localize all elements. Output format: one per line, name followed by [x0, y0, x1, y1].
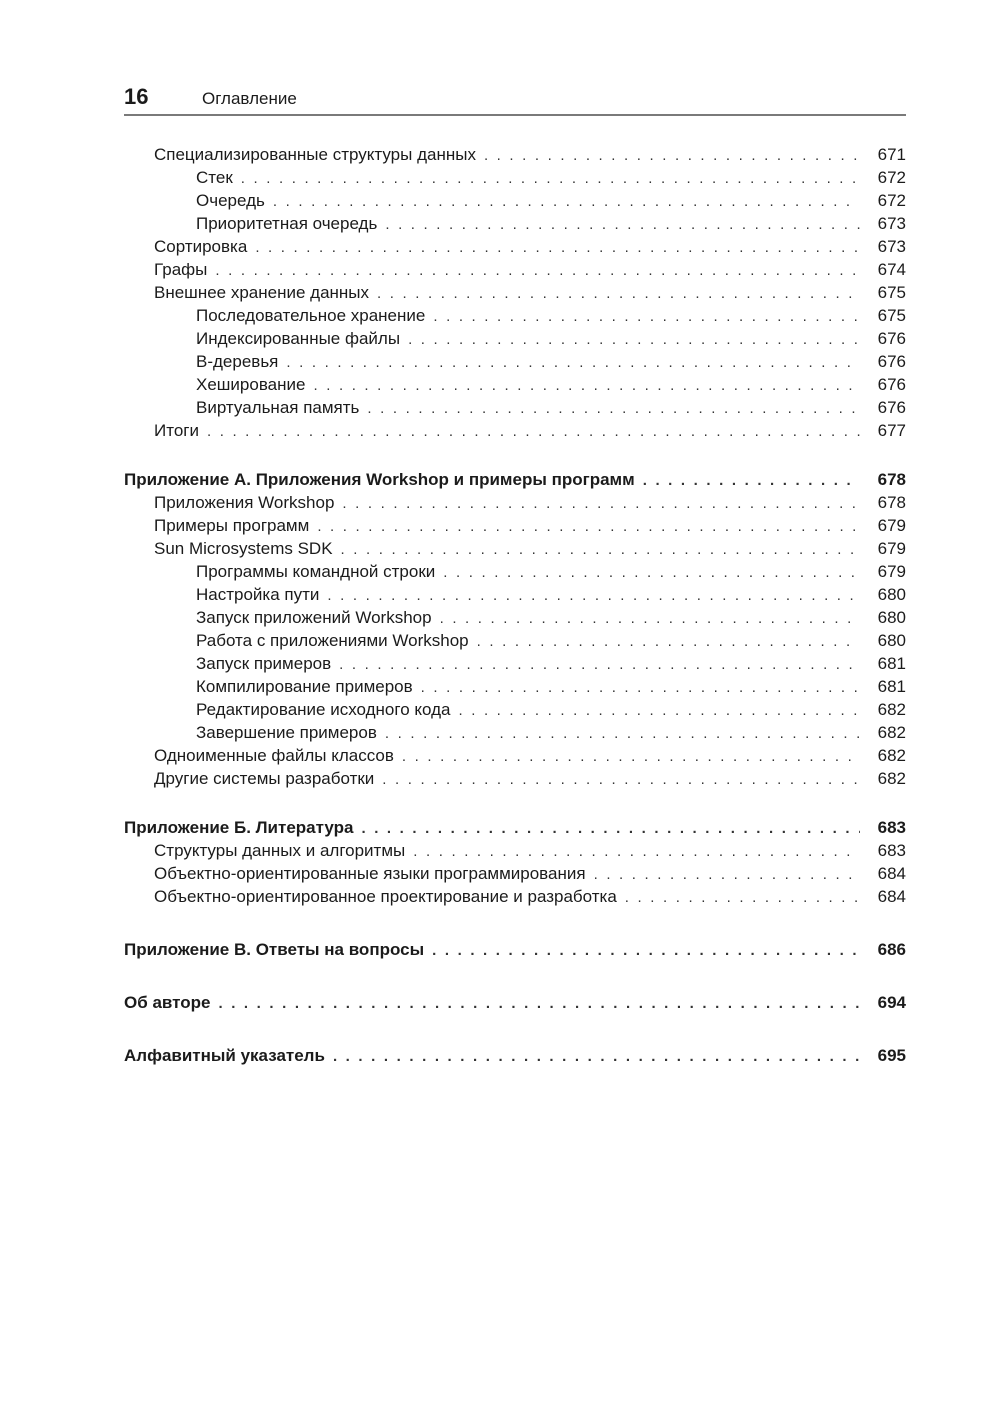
toc-chapter-appendix-b: Приложение Б. Литература . . . 683 [124, 816, 906, 839]
toc-entry: Приложения Workshop . . . 678 [124, 491, 906, 514]
toc-entry: Объектно-ориентированные языки программирования . . . 684 [124, 862, 906, 885]
toc-entry: Внешнее хранение данных . . . 675 [124, 281, 906, 304]
toc-entry: Завершение примеров . . . 682 [124, 721, 906, 744]
page-header [124, 84, 906, 116]
toc-chapter-index: Алфавитный указатель . . . 695 [124, 1044, 906, 1067]
toc-entry: Редактирование исходного кода . . . 682 [124, 698, 906, 721]
toc-entry: Сортировка . . . 673 [124, 235, 906, 258]
toc-entry: Запуск приложений Workshop . . . 680 [124, 606, 906, 629]
toc-chapter-appendix-c: Приложение В. Ответы на вопросы . . . 686 [124, 938, 906, 961]
toc-entry: Примеры программ . . . 679 [124, 514, 906, 537]
toc-entry: Последовательное хранение . . . 675 [124, 304, 906, 327]
toc-entry: B-деревья . . . 676 [124, 350, 906, 373]
toc-entry: Специализированные структуры данных . . . 671 [124, 143, 906, 166]
toc-entry: Компилирование примеров . . . 681 [124, 675, 906, 698]
toc-entry: Sun Microsystems SDK . . . 679 [124, 537, 906, 560]
toc-entry: Графы . . . 674 [124, 258, 906, 281]
toc-entry: Объектно-ориентированное проектирование и разработка . . . 684 [124, 885, 906, 908]
toc-entry: Приоритетная очередь . . . 673 [124, 212, 906, 235]
toc-entry: Работа с приложениями Workshop . . . 680 [124, 629, 906, 652]
running-title: Оглавление [202, 89, 297, 108]
toc-entry: Стек . . . 672 [124, 166, 906, 189]
toc-entry: Запуск примеров . . . 681 [124, 652, 906, 675]
toc-entry: Одноименные файлы классов . . . 682 [124, 744, 906, 767]
toc-entry: Виртуальная память . . . 676 [124, 396, 906, 419]
table-of-contents [124, 143, 906, 1067]
toc-entry: Другие системы разработки . . . 682 [124, 767, 906, 790]
toc-entry: Хеширование . . . 676 [124, 373, 906, 396]
toc-entry: Программы командной строки . . . 679 [124, 560, 906, 583]
toc-entry: Очередь . . . 672 [124, 189, 906, 212]
toc-chapter-about-author: Об авторе . . . 694 [124, 991, 906, 1014]
toc-entry: Настройка пути . . . 680 [124, 583, 906, 606]
toc-entry: Структуры данных и алгоритмы . . . 683 [124, 839, 906, 862]
toc-chapter-appendix-a: Приложение А. Приложения Workshop и примеры программ . . . 678 [124, 468, 906, 491]
toc-entry: Итоги . . . 677 [124, 419, 906, 442]
toc-entry: Индексированные файлы . . . 676 [124, 327, 906, 350]
page-number: 16 [124, 84, 149, 109]
